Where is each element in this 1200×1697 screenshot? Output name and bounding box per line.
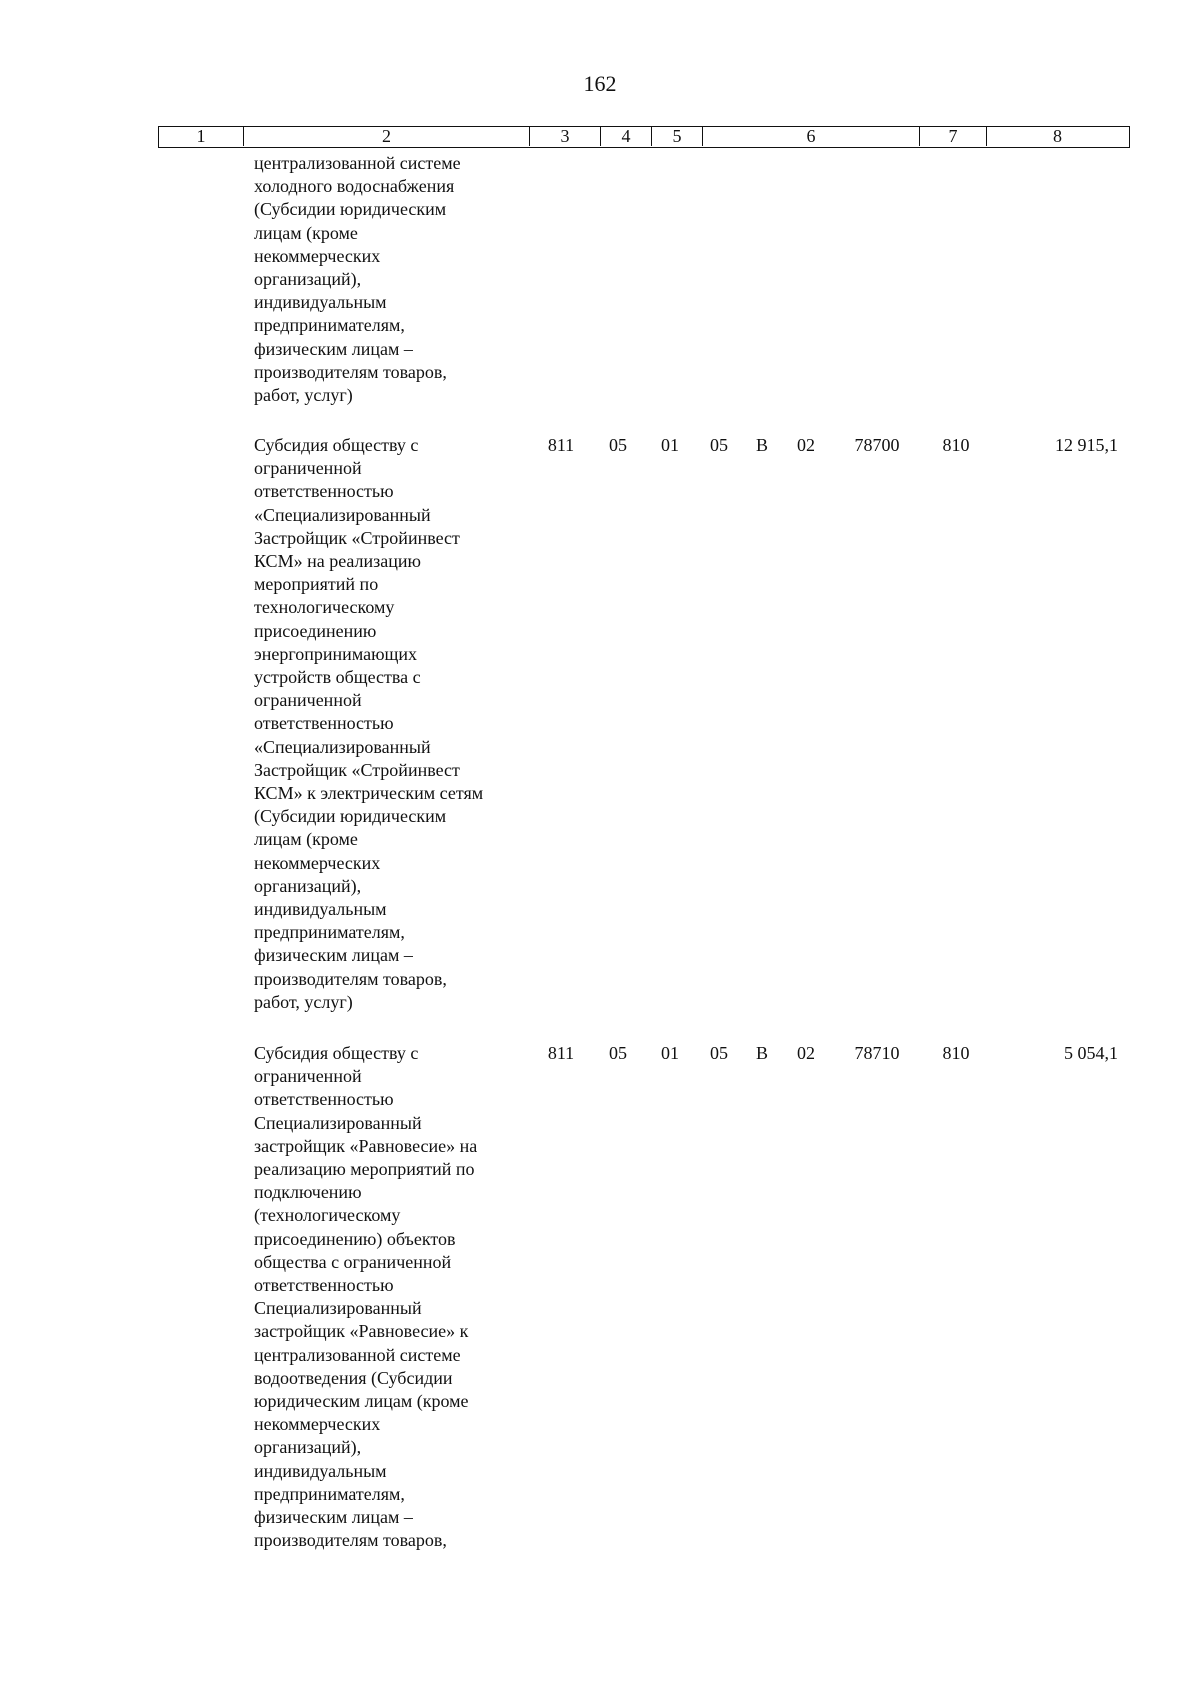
row-col-6-subprogram: 02 [797,435,815,455]
row-col-6-subprogram: 02 [797,1043,815,1063]
header-col-3: 3 [529,127,600,146]
page-number: 162 [583,71,617,96]
header-col-5: 5 [651,127,702,146]
header-col-4: 4 [600,127,651,146]
row-col-3: 811 [547,1043,575,1063]
row-description: централизованной системе холодного водоснабжения (Субсидии юридическим лицам (кроме некоммерческих организаций), индивидуальным предпринимателям, физическим лицам – производителям товаров, работ, услуг) [254,153,461,406]
header-col-1: 1 [196,126,206,146]
header-col-2: 2 [243,127,529,146]
row-col-7: 810 [942,1043,970,1063]
row-col-8-amount: 5 054,1 [1064,1043,1118,1063]
row-col-3: 811 [547,435,575,455]
row-col-6-program: 05 [710,435,728,455]
row-col-6-letter: В [755,435,768,455]
row-col-6-program: 05 [710,1043,728,1063]
row-col-5: 01 [661,1043,679,1063]
header-col-7: 7 [919,127,986,146]
row-col-4: 05 [609,435,627,455]
table-header-row [158,126,1130,148]
row-col-6-letter: В [755,1043,768,1063]
row-col-4: 05 [609,1043,627,1063]
row-description: Субсидия обществу с ограниченной ответственностью Специализированный застройщик «Равновесие» на реализацию мероприятий по подключению (технологическому присоединению) объектов общества с ограниченной ответственностью Специализированный застройщик «Равновесие» к централизованной системе водоотведения (Субсидии юридическим лицам (кроме некоммерческих организаций), индивидуальным предпринимателям, физическим лицам – производителям товаров, [254,1043,478,1551]
header-col-6: 6 [702,127,919,146]
row-col-6-direction: 78700 [854,435,900,455]
row-col-5: 01 [661,435,679,455]
row-col-6-direction: 78710 [854,1043,900,1063]
row-description: Субсидия обществу с ограниченной ответственностью «Специализированный Застройщик «Стройинвест КСМ» на реализацию мероприятий по технологическому присоединению энергопринимающих устройств общества с ограниченной ответственностью «Специализированный Застройщик «Стройинвест КСМ» к электрическим сетям (Субсидии юридическим лицам (кроме некоммерческих организаций), индивидуальным предпринимателям, физическим лицам – производителям товаров, работ, услуг) [254,435,484,1012]
header-col-8: 8 [986,127,1128,146]
row-col-7: 810 [942,435,970,455]
row-col-8-amount: 12 915,1 [1055,435,1118,455]
